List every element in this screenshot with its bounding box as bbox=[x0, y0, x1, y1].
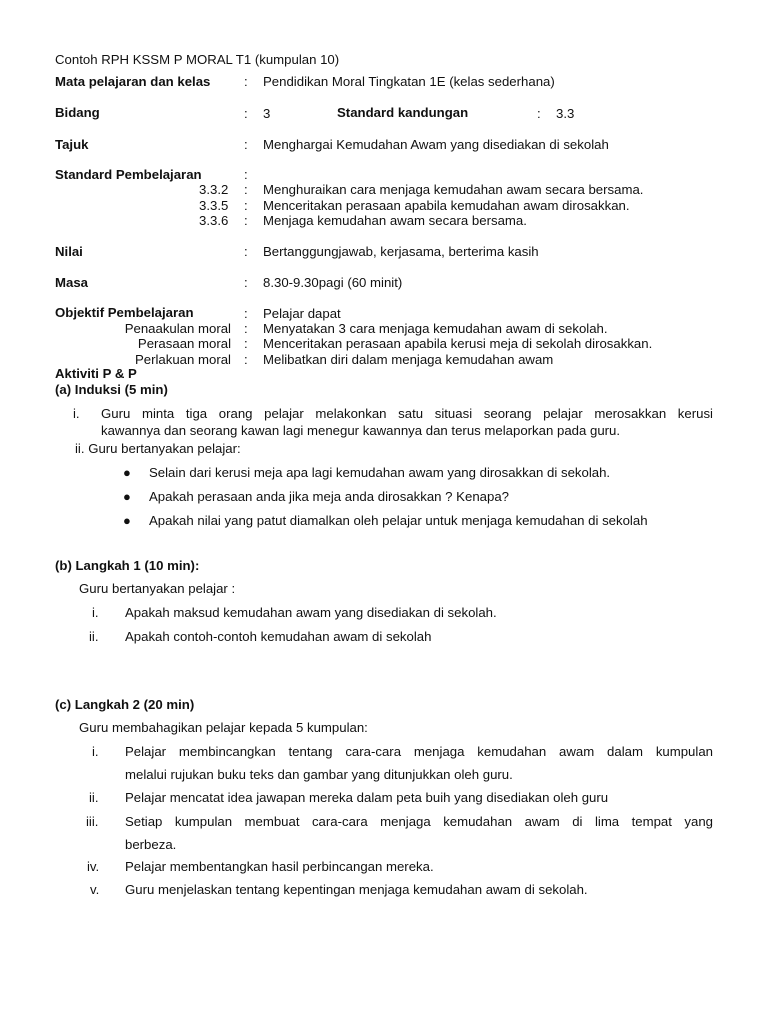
objective-text: Menyatakan 3 cara menjaga kemudahan awam di sekolah. bbox=[263, 321, 608, 336]
colon: : bbox=[244, 244, 248, 259]
content-standard-value: 3.3 bbox=[556, 106, 575, 121]
values-label: Nilai bbox=[55, 244, 83, 259]
bullet-icon: ● bbox=[123, 513, 131, 528]
colon: : bbox=[244, 306, 248, 321]
induction-question: Apakah perasaan anda jika meja anda dirosakkan ? Kenapa? bbox=[149, 489, 509, 504]
list-marker: ii. bbox=[89, 790, 99, 805]
colon: : bbox=[244, 198, 248, 213]
document-title: Contoh RPH KSSM P MORAL T1 (kumpulan 10) bbox=[55, 52, 340, 67]
colon: : bbox=[244, 167, 248, 182]
step2-intro: Guru membahagikan pelajar kepada 5 kumpulan: bbox=[79, 720, 368, 735]
learning-standard-label: Standard Pembelajaran bbox=[55, 167, 202, 182]
learning-standard-code: 3.3.2 bbox=[199, 182, 229, 197]
step1-question: Apakah contoh-contoh kemudahan awam di sekolah bbox=[125, 629, 432, 644]
list-marker: iv. bbox=[87, 859, 100, 874]
objectives-label: Objektif Pembelajaran bbox=[55, 305, 194, 320]
colon: : bbox=[244, 137, 248, 152]
induction-question-intro: ii. Guru bertanyakan pelajar: bbox=[75, 441, 241, 456]
step2-item-text: melalui rujukan buku teks dan gambar yang ditunjukkan oleh guru. bbox=[125, 767, 513, 782]
learning-standard-text: Menceritakan perasaan apabila kemudahan awam dirosakkan. bbox=[263, 198, 630, 213]
field-value: 3 bbox=[263, 106, 271, 121]
content-standard-label: Standard kandungan bbox=[337, 105, 469, 120]
step2-item-text: Setiap kumpulan membuat cara-cara menjaga kemudahan awam di lima tempat yang bbox=[125, 814, 713, 829]
induction-item-text: kawannya dan seorang kawan lagi menegur kawannya dan terus melaporkan pada guru. bbox=[101, 423, 621, 438]
induction-item-text: Guru minta tiga orang pelajar melakonkan satu situasi seorang pelajar merosakkan kerusi bbox=[101, 406, 713, 421]
activities-heading: Aktiviti P & P bbox=[55, 366, 137, 381]
step2-item-text: Pelajar membincangkan tentang cara-cara menjaga kemudahan awam dalam kumpulan bbox=[125, 744, 713, 759]
step2-item-text: Guru menjelaskan tentang kepentingan menjaga kemudahan awam di sekolah. bbox=[125, 882, 588, 897]
time-value: 8.30-9.30pagi (60 minit) bbox=[263, 275, 403, 290]
time-label: Masa bbox=[55, 275, 88, 290]
step2-item-text: Pelajar mencatat idea jawapan mereka dalam peta buih yang disediakan oleh guru bbox=[125, 790, 609, 805]
objective-text: Menceritakan perasaan apabila kerusi meja di sekolah dirosakkan. bbox=[263, 336, 653, 351]
step1-intro: Guru bertanyakan pelajar : bbox=[79, 581, 236, 596]
topic-label: Tajuk bbox=[55, 137, 89, 152]
objective-domain-label: Perlakuan moral bbox=[134, 352, 231, 367]
field-label: Bidang bbox=[55, 105, 100, 120]
subject-label: Mata pelajaran dan kelas bbox=[55, 74, 211, 89]
colon: : bbox=[244, 182, 248, 197]
colon: : bbox=[244, 352, 248, 367]
step2-item-text: berbeza. bbox=[125, 837, 177, 852]
list-marker: i. bbox=[92, 605, 99, 620]
objective-text: Melibatkan diri dalam menjaga kemudahan awam bbox=[263, 352, 554, 367]
list-marker: v. bbox=[90, 882, 100, 897]
colon: : bbox=[244, 275, 248, 290]
objective-domain-label: Penaakulan moral bbox=[124, 321, 231, 336]
induction-question: Selain dari kerusi meja apa lagi kemudahan awam yang dirosakkan di sekolah. bbox=[149, 465, 611, 480]
colon: : bbox=[244, 106, 248, 121]
colon: : bbox=[537, 106, 541, 121]
learning-standard-text: Menjaga kemudahan awam secara bersama. bbox=[263, 213, 527, 228]
values-value: Bertanggungjawab, kerjasama, berterima kasih bbox=[263, 244, 539, 259]
colon: : bbox=[244, 213, 248, 228]
list-marker: i. bbox=[73, 406, 80, 421]
objective-domain-label: Perasaan moral bbox=[137, 336, 231, 351]
step1-heading: (b) Langkah 1 (10 min): bbox=[55, 558, 200, 573]
list-marker: ii. bbox=[89, 629, 99, 644]
colon: : bbox=[244, 336, 248, 351]
bullet-icon: ● bbox=[123, 489, 131, 504]
topic-value: Menghargai Kemudahan Awam yang disediakan di sekolah bbox=[263, 137, 609, 152]
induction-question: Apakah nilai yang patut diamalkan oleh pelajar untuk menjaga kemudahan di sekolah bbox=[149, 513, 648, 528]
objectives-value: Pelajar dapat bbox=[263, 306, 341, 321]
colon: : bbox=[244, 74, 248, 89]
learning-standard-code: 3.3.5 bbox=[199, 198, 229, 213]
step2-item-text: Pelajar membentangkan hasil perbincangan mereka. bbox=[125, 859, 434, 874]
bullet-icon: ● bbox=[123, 465, 131, 480]
step1-question: Apakah maksud kemudahan awam yang disediakan di sekolah. bbox=[125, 605, 497, 620]
learning-standard-code: 3.3.6 bbox=[199, 213, 229, 228]
induction-heading: (a) Induksi (5 min) bbox=[55, 382, 168, 397]
step2-heading: (c) Langkah 2 (20 min) bbox=[55, 697, 195, 712]
list-marker: iii. bbox=[86, 814, 99, 829]
learning-standard-text: Menghuraikan cara menjaga kemudahan awam secara bersama. bbox=[263, 182, 644, 197]
subject-value: Pendidikan Moral Tingkatan 1E (kelas sederhana) bbox=[263, 74, 555, 89]
list-marker: i. bbox=[92, 744, 99, 759]
colon: : bbox=[244, 321, 248, 336]
